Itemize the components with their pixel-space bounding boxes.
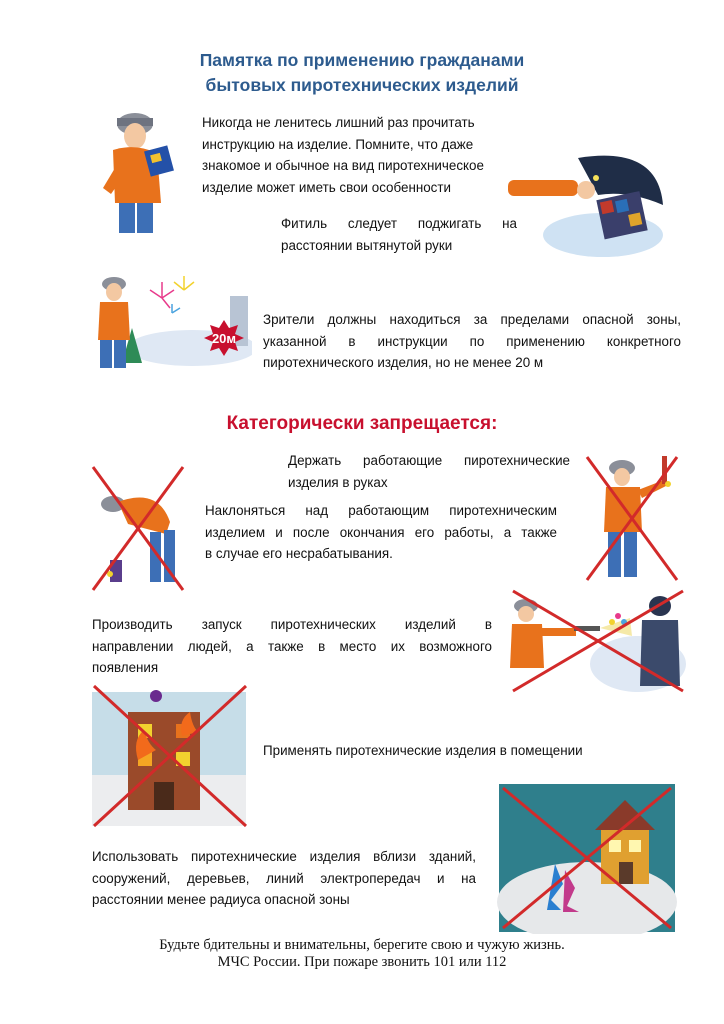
page-title — [0, 48, 724, 98]
man-reading-instructions-illustration — [95, 108, 190, 238]
advice-instructions — [202, 112, 522, 198]
text-line: Фитиль следует поджигать на — [281, 216, 517, 231]
prohibition-near-buildings — [92, 846, 476, 911]
advice-fuse — [281, 213, 517, 256]
holding-firework-illustration — [582, 452, 682, 584]
advice-spectators — [263, 309, 681, 374]
text-line: Держать работающие пиротехнические — [288, 453, 570, 468]
text-line: знакомое и обычное на вид пиротехническое — [202, 158, 484, 173]
fireworks-near-buildings-illustration — [497, 782, 677, 934]
prohibition-lean — [205, 500, 557, 565]
text-line: направлении людей, а также в место их возможного — [92, 638, 492, 654]
text-line: сооружений, деревьев, линий электропередач и на — [92, 870, 476, 886]
text-line: изделие может иметь свои особенности — [202, 179, 451, 195]
title-line-2: бытовых пиротехнических изделий — [205, 75, 519, 95]
text-line: Использовать пиротехнические изделия вблизи зданий, — [92, 849, 476, 864]
text-line: Никогда не ленитесь лишний раз прочитать — [202, 115, 475, 130]
footer-line-2: МЧС России. При пожаре звонить 101 или 112 — [217, 954, 507, 970]
distance-badge: 20м — [211, 331, 237, 346]
prohibited-heading: Категорически запрещается: — [226, 413, 498, 434]
prohibition-indoors: Применять пиротехнические изделия в помещении — [263, 743, 583, 758]
spectator-fireworks-illustration — [92, 268, 252, 380]
text-line: изделием и после окончания его работы, а также — [205, 524, 557, 540]
fireworks-indoors-illustration — [86, 680, 252, 830]
text-line: Зрители должны находиться за пределами опасной зоны, — [263, 312, 681, 327]
text-line: Производить запуск пиротехнических изделий в — [92, 617, 492, 632]
arm-lighting-fuse-illustration — [508, 150, 668, 265]
text-line: появления — [92, 660, 159, 675]
text-line: изделия в руках — [288, 474, 388, 490]
prohibition-aim — [92, 614, 492, 679]
leaning-over-firework-illustration — [88, 462, 188, 594]
text-line: инструкцию на изделие. Помните, что даже — [202, 136, 474, 152]
text-line: указанной в инструкции по применению конкретного — [263, 333, 681, 349]
text-line: пиротехнического изделия, но не менее 20 м — [263, 355, 544, 370]
prohibition-hold — [288, 450, 570, 493]
text-line: расстоянии вытянутой руки — [281, 237, 453, 253]
footer — [0, 937, 724, 971]
footer-line-1: Будьте бдительны и внимательны, берегите свою и чужую жизнь. — [159, 937, 565, 953]
title-line-1: Памятка по применению гражданами — [199, 50, 525, 70]
text-line: в случае его несрабатывания. — [205, 546, 393, 561]
text-line: Наклоняться над работающим пиротехническим — [205, 503, 557, 518]
text-line: расстоянии менее радиуса опасной зоны — [92, 892, 350, 907]
aiming-at-people-illustration — [508, 586, 688, 696]
